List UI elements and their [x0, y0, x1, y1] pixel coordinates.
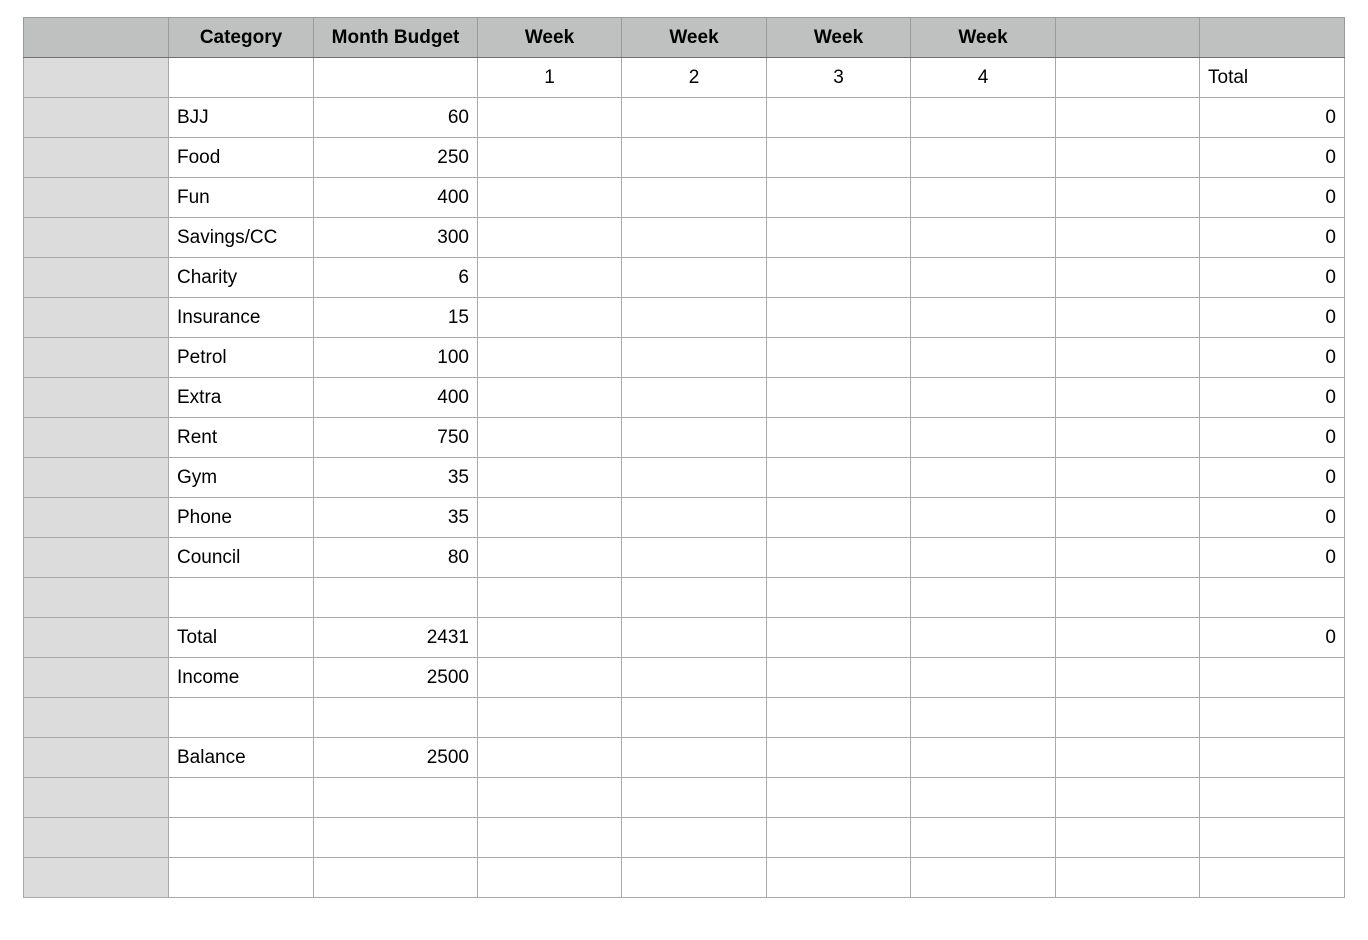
table-cell[interactable] — [767, 578, 911, 618]
total-cell[interactable]: 0 — [1200, 418, 1345, 458]
table-cell[interactable] — [911, 578, 1056, 618]
week2-cell[interactable] — [622, 418, 767, 458]
table-cell[interactable] — [622, 658, 767, 698]
week3-cell[interactable] — [767, 498, 911, 538]
week2-cell[interactable] — [622, 258, 767, 298]
week3-cell[interactable] — [767, 378, 911, 418]
row-header-cell[interactable] — [24, 778, 169, 818]
total-budget-cell[interactable]: 2431 — [314, 618, 478, 658]
table-cell[interactable] — [622, 738, 767, 778]
week2-cell[interactable] — [622, 498, 767, 538]
empty-row — [24, 578, 1345, 618]
header-week4-cell[interactable]: Week — [911, 18, 1056, 58]
total-cell[interactable]: 0 — [1200, 458, 1345, 498]
week4-cell[interactable] — [911, 298, 1056, 338]
week4-cell[interactable] — [911, 218, 1056, 258]
week1-cell[interactable] — [478, 538, 622, 578]
category-cell[interactable]: Gym — [169, 458, 314, 498]
income-row — [24, 658, 1345, 698]
week4-cell[interactable] — [911, 178, 1056, 218]
empty-row — [24, 818, 1345, 858]
budget-cell[interactable]: 35 — [314, 458, 478, 498]
header-row — [24, 18, 1345, 58]
week1-cell[interactable] — [478, 498, 622, 538]
table-cell[interactable] — [767, 818, 911, 858]
table-cell[interactable] — [911, 778, 1056, 818]
total-row — [24, 618, 1345, 658]
row-header-cell[interactable] — [24, 858, 169, 898]
table-cell[interactable] — [1056, 858, 1200, 898]
table-cell[interactable] — [1056, 738, 1200, 778]
week3-cell[interactable] — [767, 178, 911, 218]
table-cell[interactable] — [911, 738, 1056, 778]
table-cell[interactable] — [1200, 578, 1345, 618]
table-cell[interactable] — [622, 698, 767, 738]
budget-cell[interactable]: 60 — [314, 98, 478, 138]
category-cell[interactable]: Savings/CC — [169, 218, 314, 258]
category-cell[interactable]: Food — [169, 138, 314, 178]
table-row — [24, 178, 1345, 218]
week3-cell[interactable] — [767, 218, 911, 258]
table-cell[interactable] — [1056, 58, 1200, 98]
table-cell[interactable] — [314, 858, 478, 898]
week2-cell[interactable] — [622, 218, 767, 258]
total-cell[interactable]: 0 — [1200, 378, 1345, 418]
week4-cell[interactable] — [911, 98, 1056, 138]
category-cell[interactable]: Council — [169, 538, 314, 578]
header-category-cell[interactable]: Category — [169, 18, 314, 58]
table-row — [24, 138, 1345, 178]
table-row — [24, 298, 1345, 338]
total-label-cell[interactable]: Total — [169, 618, 314, 658]
total-cell[interactable]: 0 — [1200, 498, 1345, 538]
budget-cell[interactable]: 400 — [314, 378, 478, 418]
row-header-cell[interactable] — [24, 498, 169, 538]
table-cell[interactable] — [169, 778, 314, 818]
week2-cell[interactable] — [622, 298, 767, 338]
table-cell[interactable] — [169, 818, 314, 858]
table-cell[interactable] — [478, 578, 622, 618]
table-cell[interactable] — [1056, 578, 1200, 618]
total-cell[interactable]: 0 — [1200, 298, 1345, 338]
week4-number-cell[interactable]: 4 — [911, 58, 1056, 98]
budget-cell[interactable]: 15 — [314, 298, 478, 338]
header-week2-cell[interactable]: Week — [622, 18, 767, 58]
table-row — [24, 378, 1345, 418]
table-cell[interactable] — [1056, 658, 1200, 698]
budget-cell[interactable]: 300 — [314, 218, 478, 258]
row-header-cell[interactable] — [24, 618, 169, 658]
total-cell[interactable]: 0 — [1200, 538, 1345, 578]
week4-cell[interactable] — [911, 338, 1056, 378]
row-header-cell[interactable] — [24, 458, 169, 498]
table-cell[interactable] — [478, 858, 622, 898]
week4-cell[interactable] — [911, 498, 1056, 538]
table-cell[interactable] — [478, 658, 622, 698]
week1-cell[interactable] — [478, 418, 622, 458]
week1-cell[interactable] — [478, 218, 622, 258]
row-header-cell[interactable] — [24, 298, 169, 338]
row-header-cell[interactable] — [24, 538, 169, 578]
row-header-cell[interactable] — [24, 258, 169, 298]
header-week3-cell[interactable]: Week — [767, 18, 911, 58]
week2-cell[interactable] — [622, 538, 767, 578]
category-cell[interactable]: Phone — [169, 498, 314, 538]
week1-cell[interactable] — [478, 178, 622, 218]
budget-cell[interactable]: 100 — [314, 338, 478, 378]
header-row-header-cell[interactable] — [24, 18, 169, 58]
week3-cell[interactable] — [767, 338, 911, 378]
week2-cell[interactable] — [622, 458, 767, 498]
week3-cell[interactable] — [767, 298, 911, 338]
total-cell[interactable]: 0 — [1200, 338, 1345, 378]
table-cell[interactable] — [767, 858, 911, 898]
table-cell[interactable] — [622, 858, 767, 898]
week4-cell[interactable] — [911, 538, 1056, 578]
week3-cell[interactable] — [767, 138, 911, 178]
table-cell[interactable] — [622, 578, 767, 618]
empty-row — [24, 778, 1345, 818]
table-cell[interactable] — [1056, 618, 1200, 658]
week1-cell[interactable] — [478, 258, 622, 298]
week2-number-cell[interactable]: 2 — [622, 58, 767, 98]
budget-cell[interactable]: 6 — [314, 258, 478, 298]
table-cell[interactable] — [1200, 658, 1345, 698]
table-cell[interactable] — [1200, 738, 1345, 778]
week2-cell[interactable] — [622, 178, 767, 218]
budget-cell[interactable]: 750 — [314, 418, 478, 458]
extra-cell[interactable] — [1056, 258, 1200, 298]
table-cell[interactable] — [911, 618, 1056, 658]
table-row — [24, 498, 1345, 538]
row-header-cell[interactable] — [24, 658, 169, 698]
table-cell[interactable] — [169, 58, 314, 98]
row-header-cell[interactable] — [24, 218, 169, 258]
row-header-cell[interactable] — [24, 818, 169, 858]
table-row — [24, 458, 1345, 498]
week4-cell[interactable] — [911, 138, 1056, 178]
week4-cell[interactable] — [911, 258, 1056, 298]
extra-cell[interactable] — [1056, 98, 1200, 138]
extra-cell[interactable] — [1056, 138, 1200, 178]
budget-cell[interactable]: 80 — [314, 538, 478, 578]
week4-cell[interactable] — [911, 378, 1056, 418]
row-header-cell[interactable] — [24, 338, 169, 378]
grand-total-cell[interactable]: 0 — [1200, 618, 1345, 658]
table-cell[interactable] — [314, 778, 478, 818]
row-header-cell[interactable] — [24, 98, 169, 138]
week3-cell[interactable] — [767, 98, 911, 138]
row-header-cell[interactable] — [24, 58, 169, 98]
week1-cell[interactable] — [478, 378, 622, 418]
table-cell[interactable] — [169, 858, 314, 898]
week3-cell[interactable] — [767, 538, 911, 578]
week1-cell[interactable] — [478, 98, 622, 138]
row-header-cell[interactable] — [24, 738, 169, 778]
extra-cell[interactable] — [1056, 218, 1200, 258]
header-extra-cell[interactable] — [1056, 18, 1200, 58]
table-cell[interactable] — [1200, 778, 1345, 818]
table-cell[interactable] — [622, 778, 767, 818]
total-cell[interactable]: 0 — [1200, 178, 1345, 218]
total-column-label-cell[interactable]: Total — [1200, 58, 1345, 98]
extra-cell[interactable] — [1056, 418, 1200, 458]
week1-cell[interactable] — [478, 338, 622, 378]
budget-spreadsheet — [23, 17, 1345, 898]
table-cell[interactable] — [767, 778, 911, 818]
week4-cell[interactable] — [911, 458, 1056, 498]
table-row — [24, 258, 1345, 298]
total-cell[interactable]: 0 — [1200, 218, 1345, 258]
header-week1-cell[interactable]: Week — [478, 18, 622, 58]
week1-cell[interactable] — [478, 138, 622, 178]
table-cell[interactable] — [622, 618, 767, 658]
category-cell[interactable]: Fun — [169, 178, 314, 218]
table-cell[interactable] — [767, 698, 911, 738]
total-cell[interactable]: 0 — [1200, 98, 1345, 138]
table-cell[interactable] — [1200, 698, 1345, 738]
category-cell[interactable]: Extra — [169, 378, 314, 418]
table-cell[interactable] — [767, 658, 911, 698]
subheader-row — [24, 58, 1345, 98]
week3-cell[interactable] — [767, 418, 911, 458]
category-cell[interactable]: Petrol — [169, 338, 314, 378]
income-label-cell[interactable]: Income — [169, 658, 314, 698]
week2-cell[interactable] — [622, 378, 767, 418]
table-cell[interactable] — [911, 818, 1056, 858]
week3-number-cell[interactable]: 3 — [767, 58, 911, 98]
week3-cell[interactable] — [767, 458, 911, 498]
extra-cell[interactable] — [1056, 338, 1200, 378]
budget-cell[interactable]: 250 — [314, 138, 478, 178]
table-row — [24, 218, 1345, 258]
extra-cell[interactable] — [1056, 298, 1200, 338]
table-cell[interactable] — [767, 738, 911, 778]
table-cell[interactable] — [1056, 778, 1200, 818]
week2-cell[interactable] — [622, 138, 767, 178]
balance-value-cell[interactable]: 2500 — [314, 738, 478, 778]
table-cell[interactable] — [314, 698, 478, 738]
extra-cell[interactable] — [1056, 458, 1200, 498]
table-cell[interactable] — [169, 698, 314, 738]
table-cell[interactable] — [767, 618, 911, 658]
row-header-cell[interactable] — [24, 418, 169, 458]
income-value-cell[interactable]: 2500 — [314, 658, 478, 698]
table-cell[interactable] — [314, 578, 478, 618]
row-header-cell[interactable] — [24, 138, 169, 178]
header-total-cell[interactable] — [1200, 18, 1345, 58]
week1-cell[interactable] — [478, 458, 622, 498]
week2-cell[interactable] — [622, 338, 767, 378]
extra-cell[interactable] — [1056, 378, 1200, 418]
table-cell[interactable] — [314, 58, 478, 98]
empty-row — [24, 698, 1345, 738]
extra-cell[interactable] — [1056, 498, 1200, 538]
extra-cell[interactable] — [1056, 538, 1200, 578]
category-cell[interactable]: BJJ — [169, 98, 314, 138]
row-header-cell[interactable] — [24, 698, 169, 738]
week3-cell[interactable] — [767, 258, 911, 298]
week4-cell[interactable] — [911, 418, 1056, 458]
table-cell[interactable] — [478, 778, 622, 818]
total-cell[interactable]: 0 — [1200, 138, 1345, 178]
table-row — [24, 538, 1345, 578]
extra-cell[interactable] — [1056, 178, 1200, 218]
table-cell[interactable] — [622, 818, 767, 858]
table-cell[interactable] — [1056, 698, 1200, 738]
balance-label-cell[interactable]: Balance — [169, 738, 314, 778]
table-cell[interactable] — [1056, 818, 1200, 858]
row-header-cell[interactable] — [24, 578, 169, 618]
table-cell[interactable] — [911, 698, 1056, 738]
table-row — [24, 98, 1345, 138]
table-cell[interactable] — [478, 618, 622, 658]
budget-cell[interactable]: 400 — [314, 178, 478, 218]
table-row — [24, 418, 1345, 458]
table-cell[interactable] — [911, 658, 1056, 698]
row-header-cell[interactable] — [24, 178, 169, 218]
table-cell[interactable] — [911, 858, 1056, 898]
table-cell[interactable] — [314, 818, 478, 858]
budget-cell[interactable]: 35 — [314, 498, 478, 538]
table-cell[interactable] — [169, 578, 314, 618]
category-cell[interactable]: Charity — [169, 258, 314, 298]
row-header-cell[interactable] — [24, 378, 169, 418]
category-cell[interactable]: Insurance — [169, 298, 314, 338]
table-cell[interactable] — [1200, 818, 1345, 858]
table-row — [24, 338, 1345, 378]
empty-row — [24, 858, 1345, 898]
table-cell[interactable] — [478, 818, 622, 858]
table-cell[interactable] — [478, 738, 622, 778]
table-cell[interactable] — [1200, 858, 1345, 898]
header-month-budget-cell[interactable]: Month Budget — [314, 18, 478, 58]
week1-cell[interactable] — [478, 298, 622, 338]
balance-row — [24, 738, 1345, 778]
table-cell[interactable] — [478, 698, 622, 738]
category-cell[interactable]: Rent — [169, 418, 314, 458]
total-cell[interactable]: 0 — [1200, 258, 1345, 298]
week1-number-cell[interactable]: 1 — [478, 58, 622, 98]
week2-cell[interactable] — [622, 98, 767, 138]
